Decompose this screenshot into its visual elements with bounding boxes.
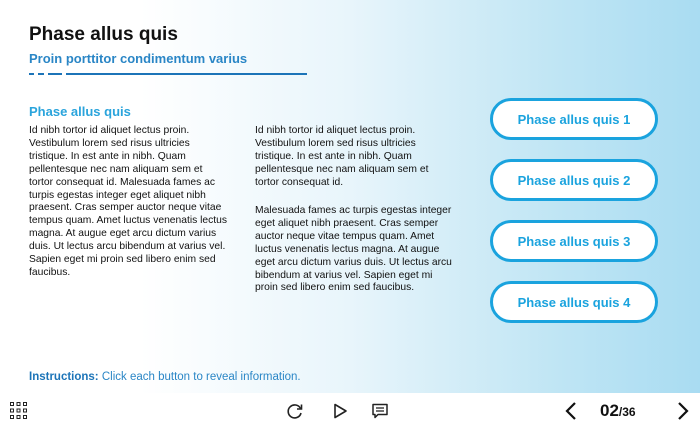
chevron-left-icon[interactable] [562, 401, 580, 421]
page-subtitle: Proin porttitor condimentum varius [29, 51, 248, 66]
replay-icon[interactable] [286, 402, 304, 420]
current-slide-number: 02 [600, 401, 619, 420]
player-controls-bar [0, 393, 700, 430]
page-title: Phase allus quis [29, 24, 178, 45]
slide-counter [600, 401, 636, 421]
paragraph-middle-bottom: Malesuada fames ac turpis egestas integer eget aliquet nibh praesent. Cras semper auctor neque vitae tempus quam. Amet luctus venenatis lectus magna. At augue eget arcu dictum varius duis. Ut lectus arcu bibendum at varius vel. Sapien eget mi proin sed libero enim sed faucibus. [255, 205, 452, 294]
reveal-button-3[interactable]: Phase allus quis 3 [490, 220, 658, 262]
instructions-text: Click each button to reveal information. [98, 371, 301, 383]
title-underline [29, 73, 307, 77]
instructions-label: Instructions: [29, 371, 99, 383]
grid-menu-icon[interactable] [10, 402, 27, 419]
reveal-button-2[interactable]: Phase allus quis 2 [490, 159, 658, 201]
notes-icon[interactable] [371, 402, 389, 420]
paragraph-middle-top: Id nibh tortor id aliquet lectus proin. Vestibulum lorem sed risus ultricies tristique. In est ante in nibh. Quam pellentesque nec nam aliquam sem et tortor consequat id. [255, 125, 429, 188]
chevron-right-icon[interactable] [674, 401, 692, 421]
instructions [29, 371, 301, 383]
content-heading: Phase allus quis [29, 104, 131, 119]
paragraph-left: Id nibh tortor id aliquet lectus proin. Vestibulum lorem sed risus ultricies tristique. In est ante in nibh. Quam pellentesque nec nam aliquam sem et tortor consequat id. Malesuada fames ac turpis egestas integer eget aliquet nibh praesent. Cras semper auctor neque vitae tempus quam. Amet luctus venenatis lectus magna. At augue eget arcu dictum varius duis. Ut lectus arcu bibendum at varius vel. Sapien eget mi proin sed libero enim sed faucibus. [29, 125, 228, 278]
reveal-button-4[interactable]: Phase allus quis 4 [490, 281, 658, 323]
reveal-button-1[interactable]: Phase allus quis 1 [490, 98, 658, 140]
total-slides: /36 [618, 405, 636, 419]
play-icon[interactable] [331, 402, 349, 420]
